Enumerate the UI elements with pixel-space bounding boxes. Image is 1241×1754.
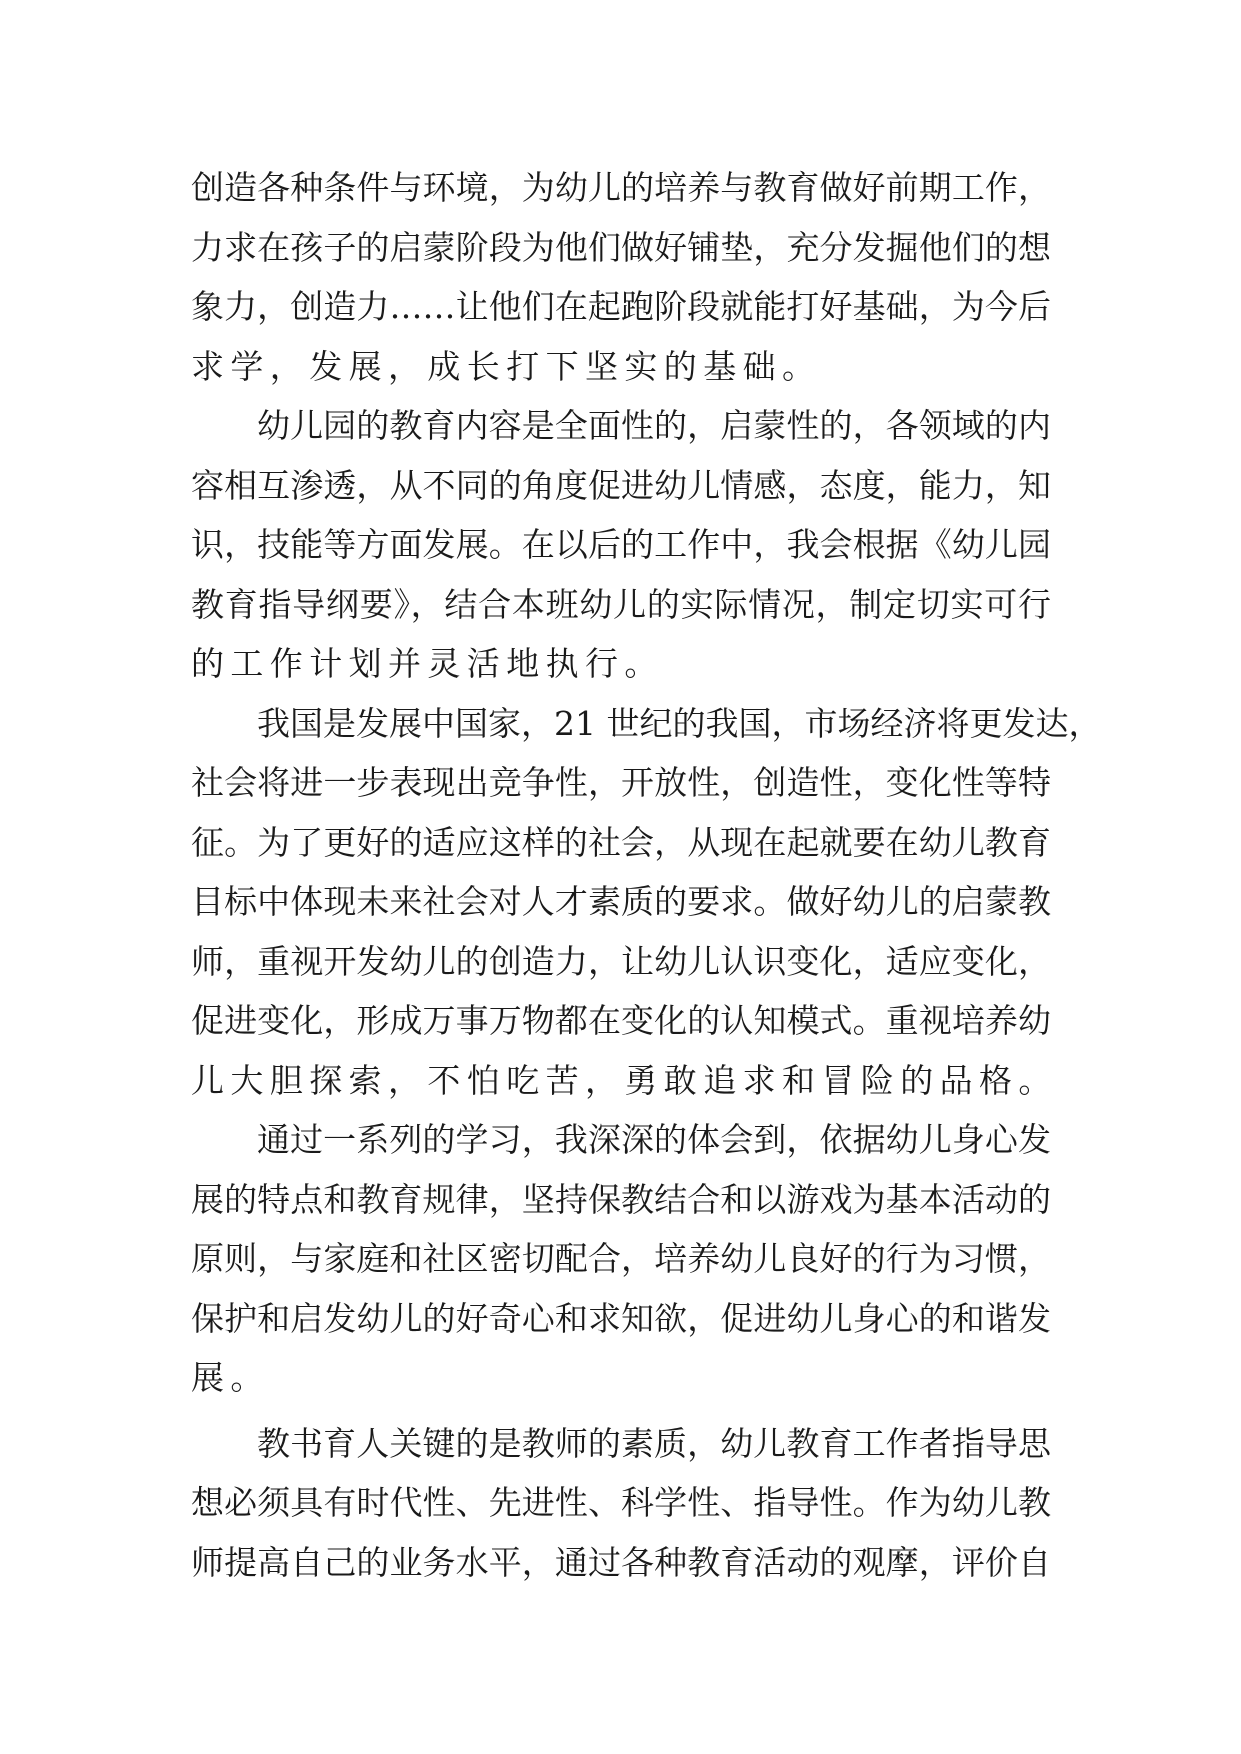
- document-body: [191, 158, 1102, 1592]
- paragraph-5: [191, 1414, 1051, 1593]
- text-line: 保护和启发幼儿的好奇心和求知欲，促进幼儿身心的和谐发: [191, 1298, 1051, 1338]
- text-line: 的工作计划并灵活地执行。: [191, 644, 664, 683]
- text-line: 教育指导纲要》，结合本班幼儿的实际情况，制定切实可行: [191, 584, 1051, 624]
- text-line: 想必须具有时代性、先进性、科学性、指导性。作为幼儿教: [191, 1483, 1051, 1522]
- text-line: 促进变化，形成万事万物都在变化的认知模式。重视培养幼: [191, 1001, 1051, 1040]
- text-line: 容相互渗透，从不同的角度促进幼儿情感，态度，能力，知: [191, 465, 1051, 505]
- paragraph-4: [191, 1110, 1051, 1408]
- text-line: 原则，与家庭和社区密切配合，培养幼儿良好的行为习惯，: [191, 1239, 1051, 1278]
- text-line: 目标中体现未来社会对人才素质的要求。做好幼儿的启蒙教: [191, 882, 1051, 921]
- text-line: 我国是发展中国家，21 世纪的我国，市场经济将更发达，: [257, 703, 1102, 743]
- text-line: 展。: [191, 1358, 270, 1397]
- text-line: 识，技能等方面发展。在以后的工作中，我会根据《幼儿园: [191, 525, 1051, 564]
- text-line: 征。为了更好的适应这样的社会，从现在起就要在幼儿教育: [191, 822, 1051, 862]
- paragraph-2: [191, 396, 1051, 694]
- text-line: 展的特点和教育规律，坚持保教结合和以游戏为基本活动的: [191, 1179, 1051, 1219]
- paragraph-3: [191, 694, 1102, 1111]
- text-line: 社会将进一步表现出竞争性，开放性，创造性，变化性等特: [191, 763, 1051, 802]
- text-line: 求学，发展，成长打下坚实的基础。: [191, 346, 822, 386]
- text-line: 师，重视开发幼儿的创造力，让幼儿认识变化，适应变化，: [191, 941, 1051, 981]
- text-line: 创造各种条件与环境，为幼儿的培养与教育做好前期工作，: [191, 168, 1051, 207]
- text-line: 力求在孩子的启蒙阶段为他们做好铺垫，充分发掘他们的想: [191, 227, 1051, 267]
- text-line: 幼儿园的教育内容是全面性的，启蒙性的，各领域的内: [257, 406, 1051, 445]
- text-line: 象力，创造力……让他们在起跑阶段就能打好基础，为今后: [191, 287, 1051, 326]
- paragraph-1: [191, 158, 1051, 396]
- text-line: 儿大胆探索，不怕吃苦，勇敢追求和冒险的品格。: [191, 1060, 1058, 1100]
- text-line: 教书育人关键的是教师的素质，幼儿教育工作者指导思: [257, 1423, 1051, 1463]
- text-line: 通过一系列的学习，我深深的体会到，依据幼儿身心发: [257, 1120, 1051, 1159]
- text-line: 师提高自己的业务水平，通过各种教育活动的观摩，评价自: [191, 1542, 1051, 1582]
